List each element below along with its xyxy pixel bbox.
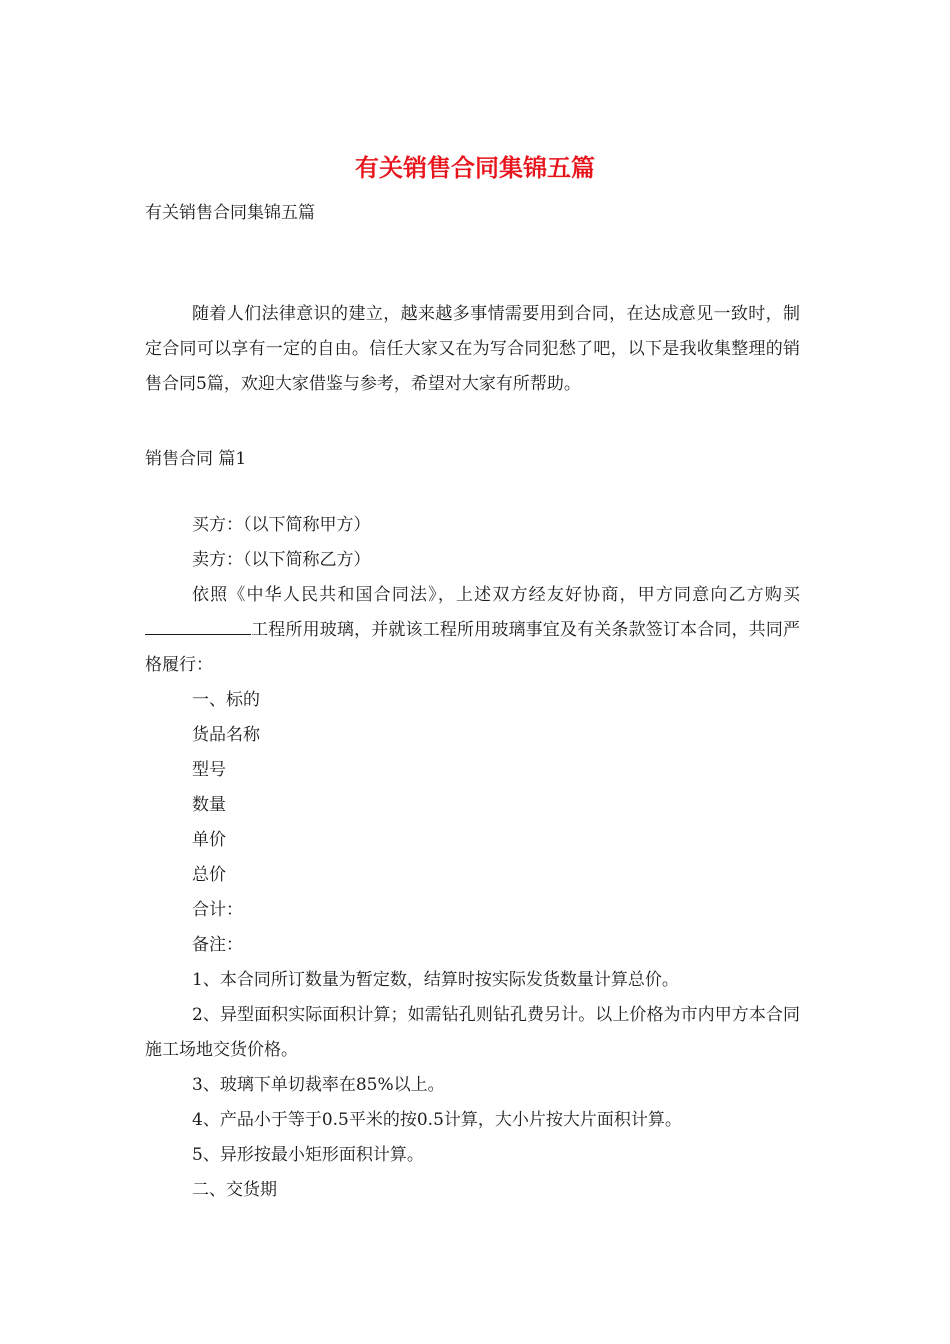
item-line: 总价 xyxy=(192,865,226,885)
item-line: 合计： xyxy=(192,900,243,920)
intro-paragraph: 随着人们法律意识的建立，越来越多事情需要用到合同，在达成意见一致时，制定合同可以享有一定的自由。信任大家又在为写合同犯愁了吧，以下是我收集整理的销售合同5篇，欢迎大家借鉴与参考，希望对大家有所帮助。 xyxy=(145,304,800,394)
document-subtitle: 有关销售合同集锦五篇 xyxy=(145,203,315,223)
item-line: 单价 xyxy=(192,830,226,850)
basis-paragraph xyxy=(145,578,800,683)
note-line: 3、玻璃下单切裁率在85%以上。 xyxy=(192,1075,445,1095)
document-title: 有关销售合同集锦五篇 xyxy=(355,153,595,182)
item-line: 货品名称 xyxy=(192,725,260,745)
clause-heading-2: 二、交货期 xyxy=(192,1180,277,1200)
basis-text-2: 工程所用玻璃，并就该工程所用玻璃事宜及有关条款签订本合同，共同严格履行： xyxy=(145,620,800,675)
note-line: 5、异形按最小矩形面积计算。 xyxy=(192,1145,424,1165)
note-line: 4、产品小于等于0.5平米的按0.5计算，大小片按大片面积计算。 xyxy=(192,1110,682,1130)
clause-heading-1: 一、标的 xyxy=(192,690,260,710)
seller-line: 卖方：（以下简称乙方） xyxy=(192,550,371,570)
note-line: 1、本合同所订数量为暂定数，结算时按实际发货数量计算总价。 xyxy=(192,970,679,990)
section-heading-1: 销售合同 篇1 xyxy=(145,449,247,469)
buyer-line: 买方：（以下简称甲方） xyxy=(192,515,371,535)
blank-line xyxy=(145,614,251,635)
item-line: 型号 xyxy=(192,760,226,780)
contract-body xyxy=(145,508,800,1208)
item-line: 数量 xyxy=(192,795,226,815)
basis-text-1: 依照《中华人民共和国合同法》，上述双方经友好协商，甲方同意向乙方购买 xyxy=(192,585,800,605)
note-line: 2、异型面积实际面积计算；如需钻孔则钻孔费另计。以上价格为市内甲方本合同施工场地交货价格。 xyxy=(145,1005,800,1060)
item-line: 备注： xyxy=(192,935,243,955)
